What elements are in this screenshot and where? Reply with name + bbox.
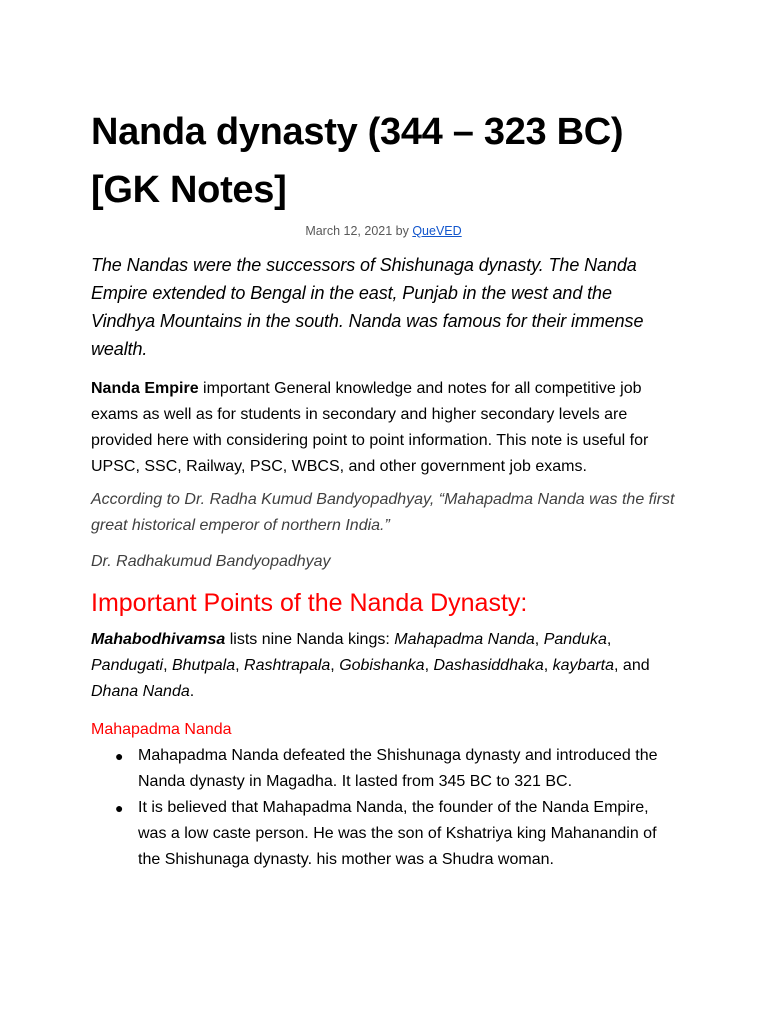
- intro-bold-term: Nanda Empire: [91, 380, 199, 397]
- section-heading: Important Points of the Nanda Dynasty:: [91, 589, 528, 617]
- page-title: Nanda dynasty (344 – 323 BC) [GK Notes]: [91, 111, 624, 211]
- kings-separator: ,: [534, 631, 544, 648]
- kings-intro: lists nine Nanda kings:: [225, 631, 395, 648]
- king-name: Pandugati: [91, 657, 164, 674]
- kings-source: Mahabodhivamsa: [91, 631, 226, 648]
- king-name: Gobishanka: [339, 657, 425, 674]
- kings-end: .: [189, 683, 195, 700]
- king-name: Bhutpala: [171, 657, 236, 674]
- kings-paragraph: [91, 627, 676, 705]
- kings-separator: ,: [606, 631, 612, 648]
- kings-separator: ,: [235, 657, 245, 674]
- byline: [91, 223, 676, 239]
- list-item-text: Mahapadma Nanda defeated the Shishunaga dynasty and introduced the Nanda dynasty in Magadha. It lasted from 345 BC to 321 BC.: [138, 747, 658, 790]
- byline-date: March 12, 2021 by: [305, 224, 413, 238]
- list-item-text: It is believed that Mahapadma Nanda, the founder of the Nanda Empire, was a low caste person. He was the son of Kshatriya king Mahanandin of the Shishunaga dynasty. his mother was a Shudra woman.: [138, 799, 657, 868]
- list-item: [91, 795, 676, 873]
- bullet-icon: ●: [115, 748, 124, 764]
- king-name: Panduka: [543, 631, 607, 648]
- kings-separator: ,: [330, 657, 340, 674]
- kings-separator: ,: [163, 657, 172, 674]
- intro-paragraph: [91, 376, 676, 480]
- author-link[interactable]: QueVED: [412, 224, 462, 238]
- quote-source: Dr. Radhakumud Bandyopadhyay: [91, 553, 331, 570]
- list-item: [91, 743, 676, 795]
- kings-separator: , and: [614, 657, 650, 674]
- intro-text: important General knowledge and notes for all competitive job exams as well as for students in secondary and higher secondary levels are provided here with considering point to point information. This note is useful for UPSC, SSC, Railway, PSC, WBCS, and other government job exams.: [91, 380, 649, 475]
- kings-separator: ,: [543, 657, 553, 674]
- kings-separator: ,: [424, 657, 434, 674]
- king-name: Dashasiddhaka: [433, 657, 544, 674]
- king-name: kaybarta: [552, 657, 615, 674]
- king-name: Mahapadma Nanda: [394, 631, 535, 648]
- bullet-icon: ●: [115, 800, 124, 816]
- king-name: Rashtrapala: [244, 657, 331, 674]
- king-name: Dhana Nanda: [91, 683, 190, 700]
- quote: According to Dr. Radha Kumud Bandyopadhyay, “Mahapadma Nanda was the first great historical emperor of northern India.”: [91, 491, 675, 534]
- subheading: Mahapadma Nanda: [91, 721, 232, 738]
- points-list: [91, 743, 676, 873]
- lead-paragraph: The Nandas were the successors of Shishunaga dynasty. The Nanda Empire extended to Bengal in the east, Punjab in the west and the Vindhya Mountains in the south. Nanda was famous for their immense wealth.: [91, 255, 644, 359]
